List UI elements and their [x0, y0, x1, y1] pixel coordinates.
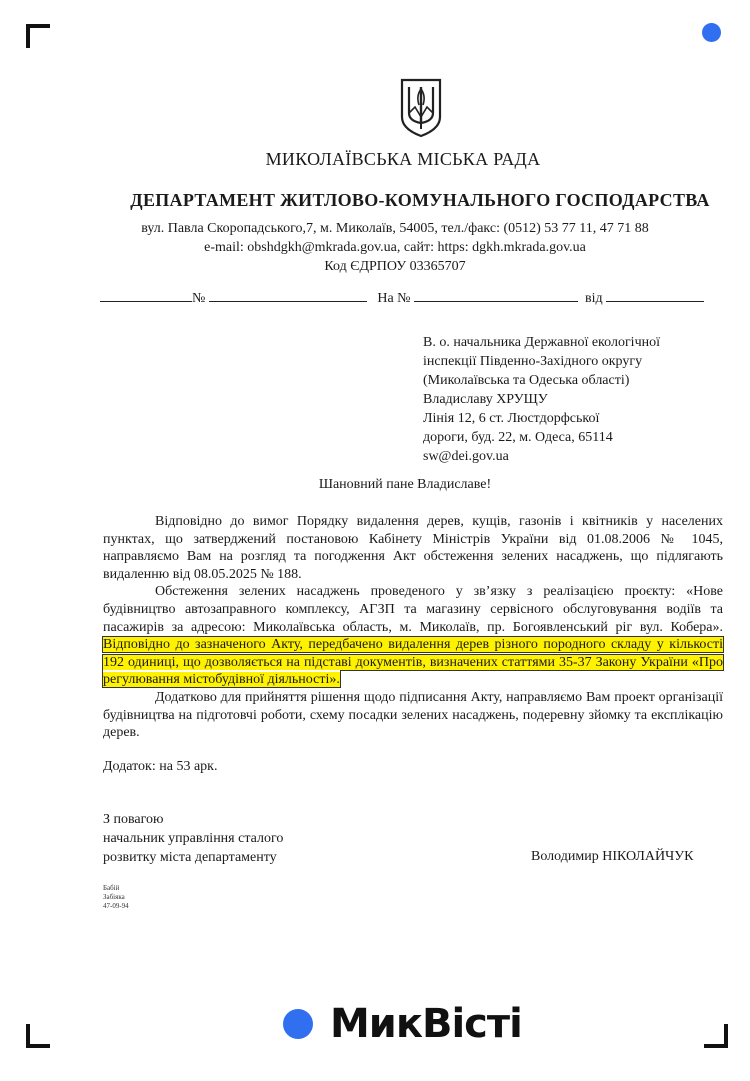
- paragraph-2-text: Обстеження зелених насаджень проведеного у зв’язку з реалізацією проєкту: «Нове будівництво автозаправного комплексу, АГЗП та магазину сервісного обслуговування водіїв та пасажирів за адресою: Миколаївська область, м. Миколаїв, пр. Богоявленський ріг вул. Кобера».: [103, 584, 723, 635]
- contacts-line: e-mail: obshdgkh@mkrada.gov.ua, сайт: https: dgkh.mkrada.gov.ua: [204, 240, 586, 255]
- recipient-line: Владиславу ХРУЩУ: [423, 392, 548, 407]
- incoming-number-blank: [414, 289, 578, 302]
- paragraph-1: Відповідно до вимог Порядку видалення дерев, кущів, газонів і квітників у населених пунктах, що затверджений постановою Кабінету Міністрів України від 01.08.2006 № 1045, направляємо Вам на розгляд та погодження Акт обстеження зелених насаджень, що підлягають видаленню від 08.05.2025 № 188.: [103, 514, 723, 582]
- trident-coat-of-arms-icon: [399, 77, 443, 139]
- blue-dot-icon: [702, 23, 721, 42]
- executor-info: [103, 884, 129, 911]
- recipient-line: (Миколаївська та Одеська області): [423, 373, 630, 388]
- city-council-name: МИКОЛАЇВСЬКА МІСЬКА РАДА: [265, 149, 541, 169]
- recipient-line: інспекції Південно-Західного округу: [423, 354, 643, 369]
- executor-name-2: Забіяка: [103, 893, 125, 901]
- address-line: вул. Павла Скоропадського,7, м. Миколаїв, 54005, тел./факс: (0512) 53 77 11, 47 71 88: [141, 221, 649, 236]
- incoming-date-label: від: [585, 291, 603, 306]
- reg-number-blank: [100, 289, 192, 302]
- reg-date-blank: [209, 289, 367, 302]
- letter-body: [103, 513, 723, 742]
- scan-corner-bottom-right: [704, 1024, 728, 1048]
- recipient-email: sw@dei.gov.ua: [423, 449, 509, 464]
- brand-watermark: МикВісті: [330, 1001, 522, 1047]
- incoming-number-label: На №: [377, 291, 411, 306]
- signature-block: [103, 810, 283, 867]
- executor-phone: 47-09-94: [103, 902, 129, 910]
- registration-line: [100, 289, 704, 307]
- incoming-date-blank: [606, 289, 704, 302]
- highlighted-text: Відповідно до зазначеного Акту, передбачено видалення дерев різного породного складу у кількості 192 одиниці, що дозволяється на підставі документів, визначених статтями 35-37 Закону України «Про регулювання містобудівної діяльності».: [103, 637, 723, 688]
- recipient-block: [423, 333, 660, 466]
- attachment-note: Додаток: на 53 арк.: [103, 759, 218, 774]
- scan-corner-top-left: [26, 24, 50, 48]
- signer-position: начальник управління сталого: [103, 831, 284, 846]
- edrpou-code: Код ЄДРПОУ 03365707: [324, 259, 466, 274]
- executor-name: Бабій: [103, 884, 120, 892]
- signer-position-cont: розвитку міста департаменту: [103, 850, 277, 865]
- number-sign: №: [192, 291, 206, 306]
- paragraph-2: [103, 583, 723, 689]
- signer-name: Володимир НІКОЛАЙЧУК: [531, 849, 694, 864]
- greeting: Шановний пане Владиславе!: [318, 477, 492, 492]
- closing: З повагою: [103, 812, 164, 827]
- scan-corner-bottom-left: [26, 1024, 50, 1048]
- brand-dot-icon: [283, 1009, 313, 1039]
- paragraph-3: Додатково для прийняття рішення щодо підписання Акту, направляємо Вам проект організації будівництва на підготовчі роботи, схему посадки зелених насаджень, подеревну зйомку та експлікацію дерев.: [103, 689, 723, 741]
- recipient-line: дороги, буд. 22, м. Одеса, 65114: [423, 430, 613, 445]
- recipient-line: В. о. начальника Державної екологічної: [423, 335, 660, 350]
- department-name: ДЕПАРТАМЕНТ ЖИТЛОВО-КОМУНАЛЬНОГО ГОСПОДАРСТВА: [130, 190, 710, 210]
- recipient-line: Лінія 12, 6 ст. Люстдорфської: [423, 411, 600, 426]
